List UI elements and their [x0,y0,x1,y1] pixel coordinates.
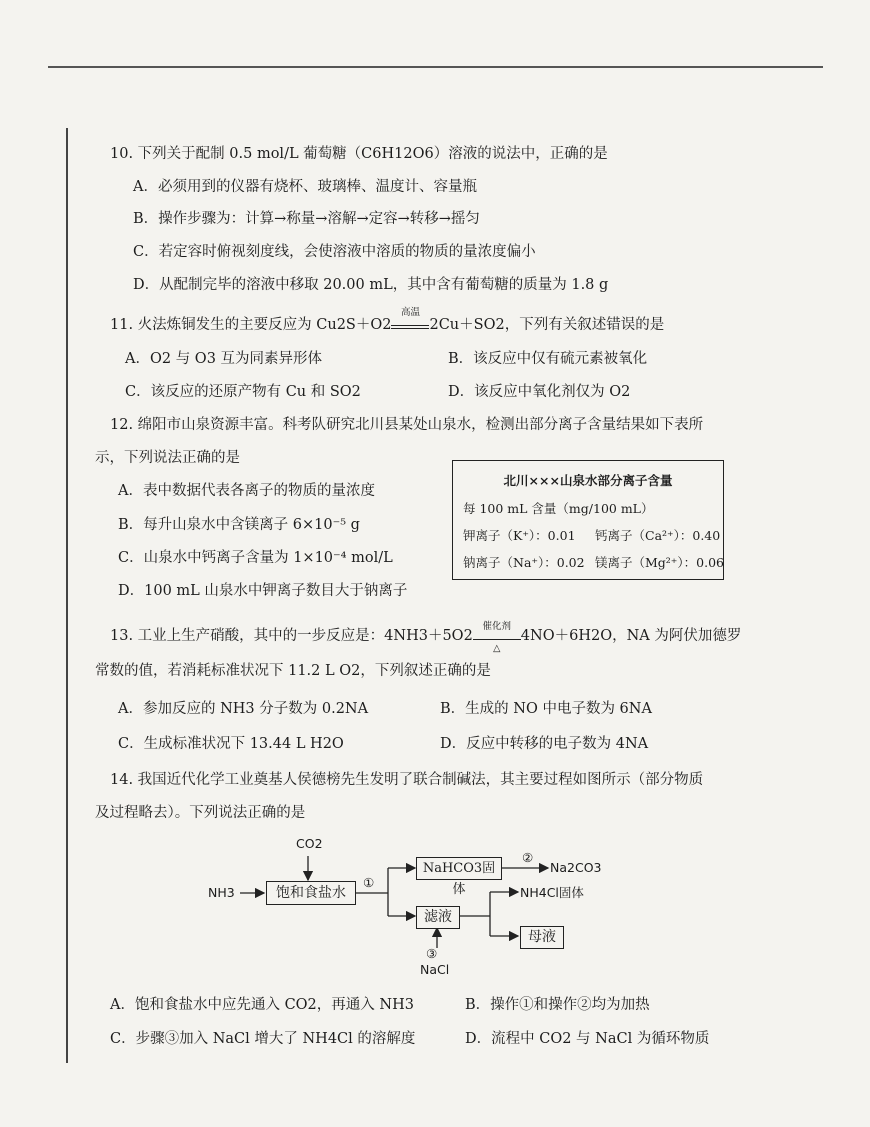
q13-option-b: B．生成的 NO 中电子数为 6NA [440,701,652,717]
q14-option-b: B．操作①和操作②均为加热 [465,997,650,1013]
q13-option-a: A．参加反应的 NH3 分子数为 0.2NA [118,701,369,717]
ion-sodium: 钠离子（Na⁺）：0.02 [463,555,585,570]
q10-option-c: C．若定容时俯视刻度线，会使溶液中溶质的物质的量浓度偏小 [133,244,536,260]
process-flow-diagram [200,828,640,983]
q14-stem-line1: 14. 我国近代化学工业奠基人侯德榜先生发明了联合制碱法，其主要过程如图所示（部分物质 [110,772,704,788]
q10-option-d: D．从配制完毕的溶液中移取 20.00 mL，其中含有葡萄糖的质量为 1.8 g [133,277,609,293]
q12-option-a: A．表中数据代表各离子的物质的量浓度 [118,483,375,499]
q11-option-c: C．该反应的还原产物有 Cu 和 SO2 [125,384,361,400]
flow-nh4cl: NH4Cl固体 [520,885,584,900]
q11-option-b: B．该反应中仅有硫元素被氧化 [448,351,648,367]
left-margin-rule [66,128,68,1063]
flow-brine-box: 饱和食盐水 [266,881,356,905]
q13-reaction-condition [473,621,521,654]
q11-cond-label: 高温 [400,307,420,318]
q10-option-b: B．操作步骤为：计算→称量→溶解→定容→转移→摇匀 [133,211,480,227]
q12-option-b: B．每升山泉水中含镁离子 6×10⁻⁵ g [118,517,360,533]
q10-stem: 10. 下列关于配制 0.5 mol/L 葡萄糖（C6H12O6）溶液的说法中，正确的是 [110,146,608,162]
q11-option-d: D．该反应中氧化剂仅为 O2 [448,384,631,400]
q13-cond-top: 催化剂 [482,621,512,632]
top-rule [48,66,823,68]
q12-stem-line2: 示，下列说法正确的是 [95,450,240,466]
q13-cond-bottom: △ [493,643,501,654]
flow-mother-liquor-box: 母液 [520,926,564,949]
q14-option-c: C．步骤③加入 NaCl 增大了 NH4Cl 的溶解度 [110,1031,416,1047]
flow-nh3: NH3 [208,885,235,900]
q14-option-d: D．流程中 CO2 与 NaCl 为循环物质 [465,1031,710,1047]
q12-option-d: D．100 mL 山泉水中钾离子数目大于钠离子 [118,583,408,599]
q11-option-a: A．O2 与 O3 互为同素异形体 [125,351,323,367]
flow-step1: ① [363,875,375,890]
ion-calcium: 钙离子（Ca²⁺）：0.40 [595,528,721,543]
flow-nahco3-box: NaHCO3固体 [416,857,502,880]
ion-table-title: 北川×××山泉水部分离子含量 [503,473,673,488]
ion-magnesium: 镁离子（Mg²⁺）：0.06 [595,555,724,570]
flow-step3: ③ [426,946,438,961]
flow-na2co3: Na2CO3 [550,860,602,875]
q13-stem-line2: 常数的值，若消耗标准状况下 11.2 L O2，下列叙述正确的是 [95,663,491,679]
q11-stem [110,307,665,334]
ion-content-table [452,460,724,580]
q14-option-a: A．饱和食盐水中应先通入 CO2，再通入 NH3 [110,997,414,1013]
flow-filtrate-box: 滤液 [416,906,460,929]
q11-stem-post: 2Cu＋SO2，下列有关叙述错误的是 [429,317,665,333]
q11-stem-pre: 11. 火法炼铜发生的主要反应为 Cu2S＋O2 [110,317,392,333]
q13-option-c: C．生成标准状况下 13.44 L H2O [118,736,344,752]
flow-nacl: NaCl [420,962,450,977]
flow-step2: ② [522,850,534,865]
q13-option-d: D．反应中转移的电子数为 4NA [440,736,649,752]
q10-option-a: A．必须用到的仪器有烧杯、玻璃棒、温度计、容量瓶 [133,179,477,195]
ion-table-unit: 每 100 mL 含量（mg/100 mL） [463,501,654,516]
q12-option-c: C．山泉水中钙离子含量为 1×10⁻⁴ mol/L [118,550,393,566]
q12-stem-line1: 12. 绵阳市山泉资源丰富。科考队研究北川县某处山泉水，检测出部分离子含量结果如下表所 [110,417,704,433]
flow-co2: CO2 [296,836,323,851]
q13-stem-pre: 13. 工业上生产硝酸，其中的一步反应是：4NH3＋5O2 [110,628,473,644]
q14-stem-line2: 及过程略去）。下列说法正确的是 [95,805,306,821]
q11-reaction-condition [391,307,429,329]
q13-stem-post: 4NO＋6H2O，NA 为阿伏加德罗 [520,628,742,644]
ion-potassium: 钾离子（K⁺）：0.01 [463,528,576,543]
q13-stem-line1 [110,621,742,654]
